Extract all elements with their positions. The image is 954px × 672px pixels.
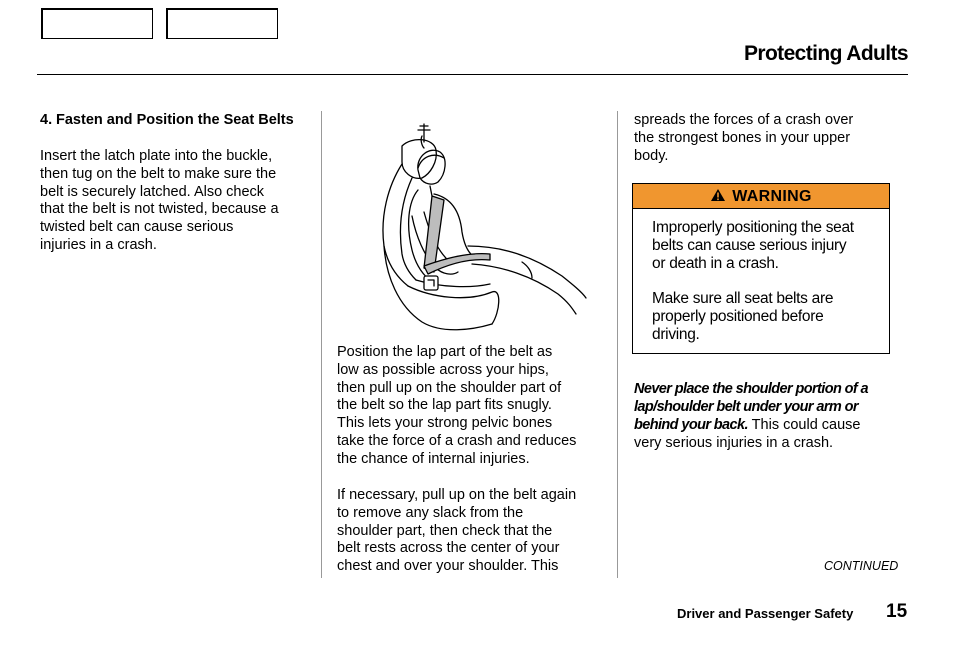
text-line: chest and over your shoulder. This <box>337 558 559 575</box>
text-line: the strongest bones in your upper <box>634 129 851 146</box>
step-body <box>40 148 315 255</box>
middle-paragraph-2 <box>337 487 615 576</box>
caution-bold-line: behind your back. <box>634 417 748 433</box>
continued-label: CONTINUED <box>824 559 899 573</box>
text-line: properly positioned before <box>652 308 824 325</box>
text-line: then tug on the belt to make sure the <box>40 165 277 182</box>
text-line: low as possible across your hips, <box>337 361 549 378</box>
warning-triangle-icon <box>710 188 726 202</box>
nav-button-next[interactable] <box>166 8 278 39</box>
footer-section: Driver and Passenger Safety <box>677 606 854 621</box>
seatbelt-illustration <box>372 116 592 338</box>
caution-rest: This could cause <box>751 417 861 433</box>
text-line: shoulder part, then check that the <box>337 522 553 539</box>
step-heading <box>40 112 310 129</box>
text-line: Make sure all seat belts are <box>652 290 834 307</box>
text-line: the chance of internal injuries. <box>337 450 530 467</box>
text-line: take the force of a crash and reduces <box>337 432 577 449</box>
warning-header <box>633 184 889 209</box>
text-line: driving. <box>652 326 700 343</box>
caution-rest-last: very serious injuries in a crash. <box>634 435 834 451</box>
text-line: to remove any slack from the <box>337 504 524 521</box>
page-title: Protecting Adults <box>743 42 908 65</box>
text-line: spreads the forces of a crash over <box>634 112 854 128</box>
caution-note <box>634 380 910 452</box>
column-divider-left <box>321 111 322 578</box>
text-line: Position the lap part of the belt as <box>337 344 553 360</box>
caution-bold-line: lap/shoulder belt under your arm or <box>634 399 858 415</box>
text-line: injuries in a crash. <box>40 236 157 253</box>
warning-paragraph-2 <box>652 290 884 344</box>
step-number: 4. <box>40 112 53 128</box>
text-line: the belt so the lap part fits snugly. <box>337 397 552 414</box>
page-number: 15 <box>886 601 908 622</box>
right-intro <box>634 112 910 165</box>
text-line: body. <box>634 147 669 164</box>
header-rule <box>37 74 908 75</box>
text-line: that the belt is not twisted, because a <box>40 201 279 218</box>
warning-label: WARNING <box>732 188 812 205</box>
text-line: Insert the latch plate into the buckle, <box>40 148 273 164</box>
nav-button-previous[interactable] <box>41 8 153 39</box>
warning-paragraph-1 <box>652 219 884 273</box>
text-line: This lets your strong pelvic bones <box>337 415 553 432</box>
text-line: then pull up on the shoulder part of <box>337 379 562 396</box>
text-line: or death in a crash. <box>652 255 779 272</box>
text-line: Improperly positioning the seat <box>652 219 854 236</box>
warning-box <box>632 183 890 354</box>
text-line: twisted belt can cause serious <box>40 219 234 236</box>
text-line: belt rests across the center of your <box>337 540 560 557</box>
text-line: belt is securely latched. Also check <box>40 183 265 200</box>
step-heading-text: Fasten and Position the Seat Belts <box>56 112 294 128</box>
text-line: If necessary, pull up on the belt again <box>337 487 577 503</box>
text-line: belts can cause serious injury <box>652 237 847 254</box>
caution-bold-line: Never place the shoulder portion of a <box>634 381 869 397</box>
column-divider-right <box>617 111 618 578</box>
middle-paragraph-1 <box>337 344 612 469</box>
